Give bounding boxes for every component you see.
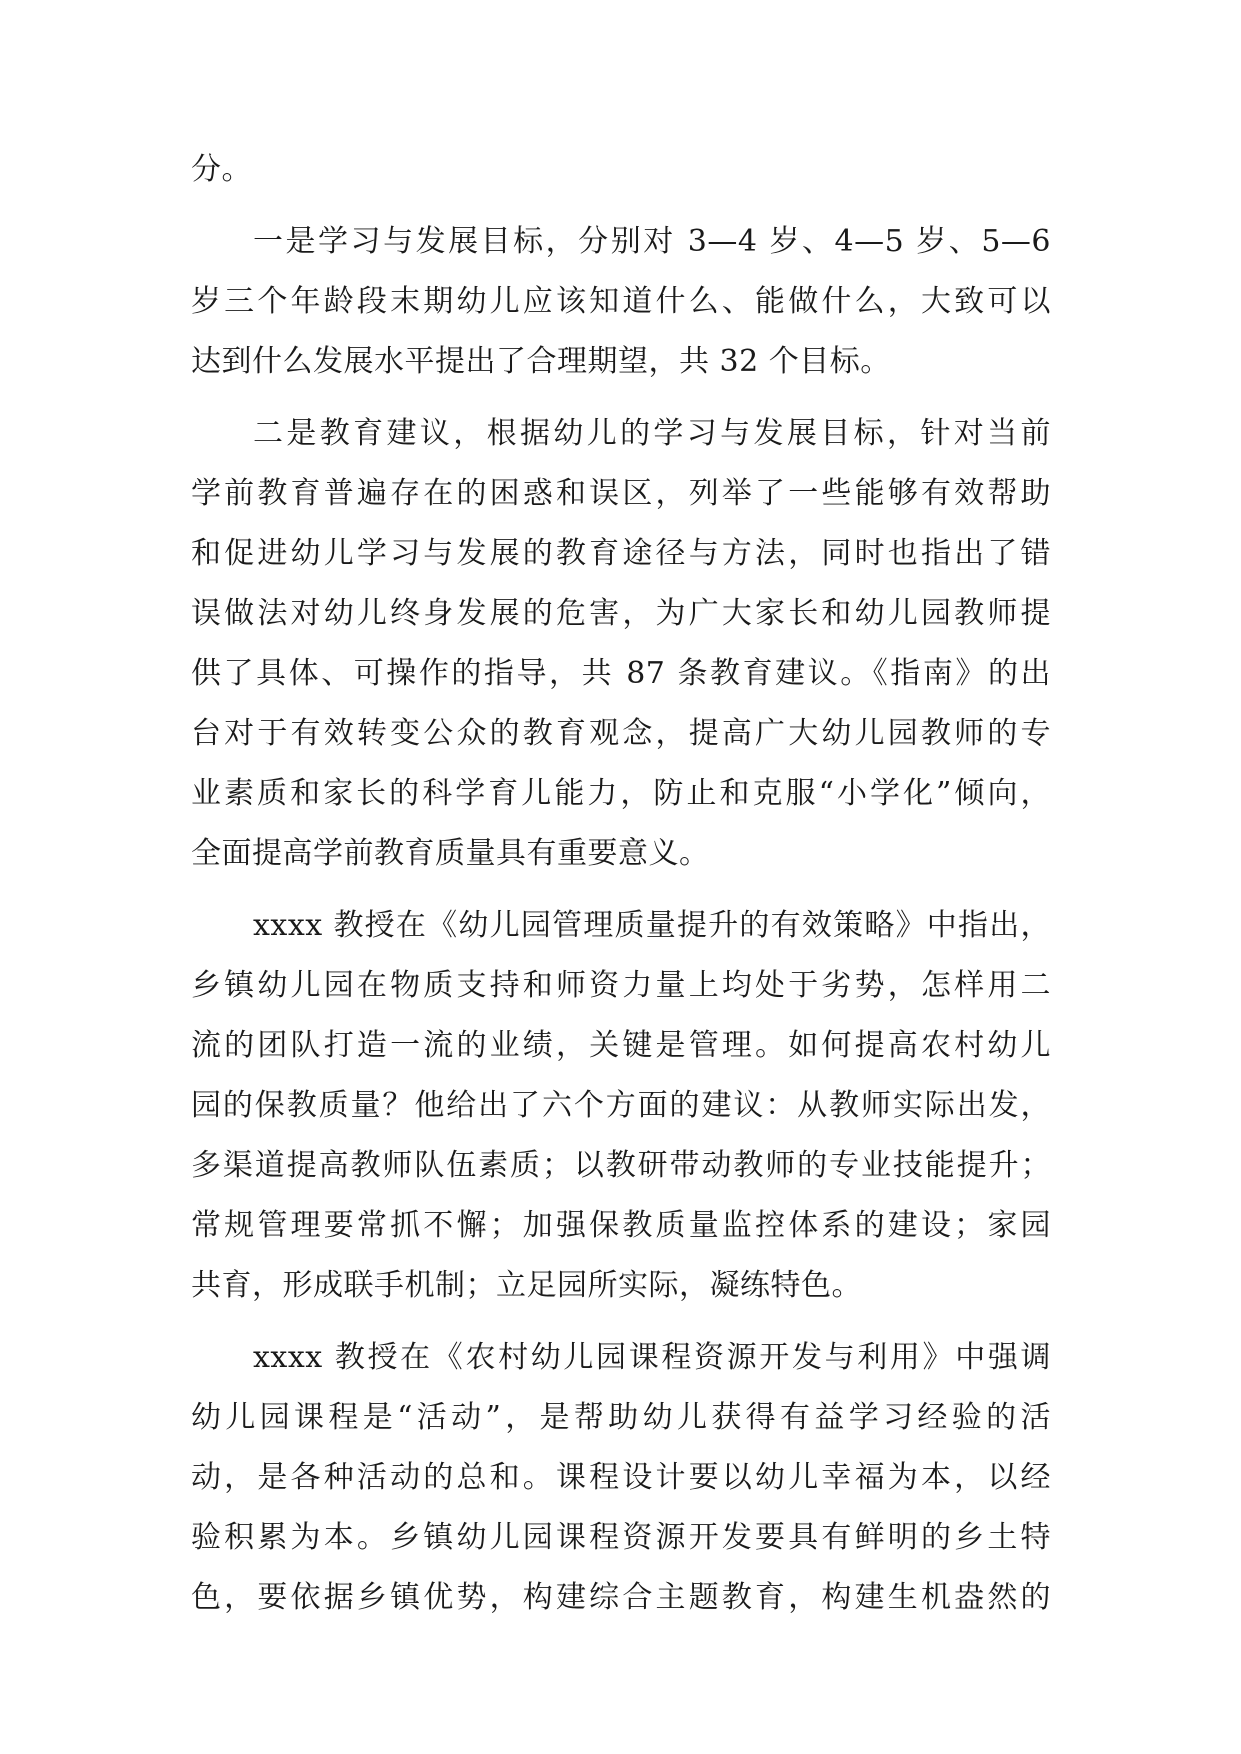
paragraph-line: 达到什么发展水平提出了合理期望，共 32 个目标。 <box>191 344 891 379</box>
paragraph-line: 分。 <box>191 152 252 187</box>
paragraph-line: 台对于有效转变公众的教育观念，提高广大幼儿园教师的专 <box>191 716 1051 751</box>
paragraph-line: 二是教育建议，根据幼儿的学习与发展目标，针对当前 <box>253 416 1051 451</box>
paragraph-line: 学前教育普遍存在的困惑和误区，列举了一些能够有效帮助 <box>191 476 1051 511</box>
paragraph-line: 一是学习与发展目标，分别对 3—4 岁、4—5 岁、5—6 <box>253 224 1051 259</box>
paragraph-line: 业素质和家长的科学育儿能力，防止和克服“小学化”倾向， <box>191 776 1051 811</box>
paragraph-line: xxxx 教授在《农村幼儿园课程资源开发与利用》中强调 <box>253 1340 1051 1375</box>
paragraph-line: 动，是各种活动的总和。课程设计要以幼儿幸福为本，以经 <box>191 1460 1051 1495</box>
paragraph-line: 色，要依据乡镇优势，构建综合主题教育，构建生机盎然的 <box>191 1580 1051 1615</box>
paragraph-line: 验积累为本。乡镇幼儿园课程资源开发要具有鲜明的乡土特 <box>191 1520 1051 1555</box>
paragraph-line: 供了具体、可操作的指导，共 87 条教育建议。《指南》的出 <box>191 656 1051 691</box>
paragraph-line: 幼儿园课程是“活动”，是帮助幼儿获得有益学习经验的活 <box>191 1400 1051 1435</box>
paragraph-line: 和促进幼儿学习与发展的教育途径与方法，同时也指出了错 <box>191 536 1051 571</box>
paragraph-line: 常规管理要常抓不懈；加强保教质量监控体系的建设；家园 <box>191 1208 1051 1243</box>
paragraph-line: 岁三个年龄段末期幼儿应该知道什么、能做什么，大致可以 <box>191 284 1051 319</box>
paragraph-line: 流的团队打造一流的业绩，关键是管理。如何提高农村幼儿 <box>191 1028 1051 1063</box>
paragraph-line: 全面提高学前教育质量具有重要意义。 <box>191 836 710 871</box>
paragraph-line: 园的保教质量？他给出了六个方面的建议：从教师实际出发， <box>191 1088 1051 1123</box>
paragraph-line: 共育，形成联手机制；立足园所实际，凝练特色。 <box>191 1268 862 1303</box>
paragraph-line: xxxx 教授在《幼儿园管理质量提升的有效策略》中指出， <box>253 908 1051 943</box>
paragraph-line: 多渠道提高教师队伍素质；以教研带动教师的专业技能提升； <box>191 1148 1051 1183</box>
paragraph-line: 误做法对幼儿终身发展的危害，为广大家长和幼儿园教师提 <box>191 596 1051 631</box>
paragraph-line: 乡镇幼儿园在物质支持和师资力量上均处于劣势，怎样用二 <box>191 968 1051 1003</box>
